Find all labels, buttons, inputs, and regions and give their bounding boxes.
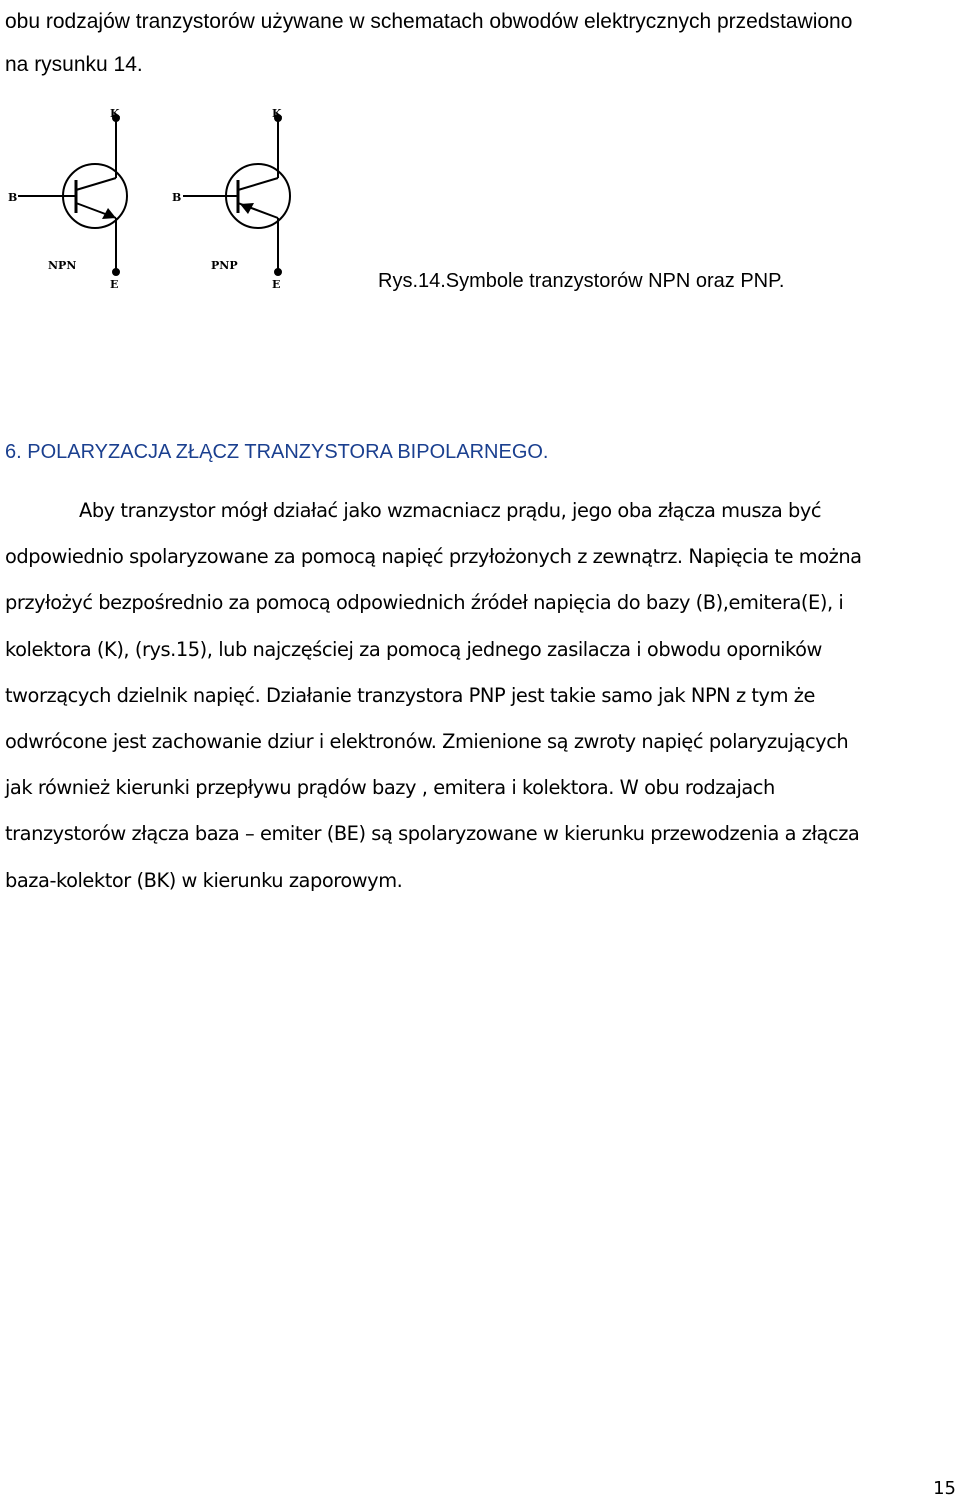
npn-emitter-label: E [110,278,119,291]
body-line: odwrócone jest zachowanie dziur i elektronów. Zmienione są zwroty napięć polaryzujących [5,730,849,754]
pnp-collector-label: K [272,107,282,120]
figure-caption: Rys.14.Symbole tranzystorów NPN oraz PNP. [378,270,785,292]
transistor-symbols-figure [0,100,330,300]
body-line: tworzących dzielnik napięć. Działanie tranzystora PNP jest takie samo jak NPN z tym że [5,683,815,707]
pnp-transistor-symbol [183,115,290,275]
body-line: odpowiednio spolaryzowane za pomocą napięć przyłożonych z zewnątrz. Napięcia te można [5,545,862,569]
pnp-emitter-label: E [272,278,281,291]
npn-collector-label: K [110,107,120,120]
pnp-base-label: B [172,191,182,204]
npn-type-label: NPN [48,259,77,272]
body-line: Aby tranzystor mógł działać jako wzmacniacz prądu, jego oba złącza musza być [79,499,822,522]
body-line: przyłożyć bezpośrednio za pomocą odpowiednich źródeł napięcia do bazy (B),emitera(E), i [5,591,844,615]
intro-line: obu rodzajów tranzystorów używane w schematach obwodów elektrycznych przedstawiono [5,10,853,33]
body-line: tranzystorów złącza baza – emiter (BE) są spolaryzowane w kierunku przewodzenia a złącza [5,822,860,846]
pnp-collector-diagonal [238,178,278,190]
body-line: baza-kolektor (BK) w kierunku zaporowym. [5,868,403,892]
page-number: 15 [933,1478,956,1499]
pnp-emitter-terminal [275,269,281,275]
body-line: kolektora (K), (rys.15), lub najczęściej za pomocą jednego zasilacza i obwodu oporników [5,637,822,661]
section-heading: 6. POLARYZACJA ZŁĄCZ TRANZYSTORA BIPOLARNEGO. [5,441,549,463]
npn-collector-diagonal [76,178,116,190]
body-line: jak również kierunki przepływu prądów bazy , emitera i kolektora. W obu rodzajach [5,776,775,800]
npn-emitter-terminal [113,269,119,275]
pnp-type-label: PNP [211,259,238,272]
npn-base-label: B [8,191,18,204]
intro-paragraph [5,0,955,86]
section-body [5,488,957,904]
npn-transistor-symbol [18,115,127,275]
intro-line: na rysunku 14. [5,53,143,76]
